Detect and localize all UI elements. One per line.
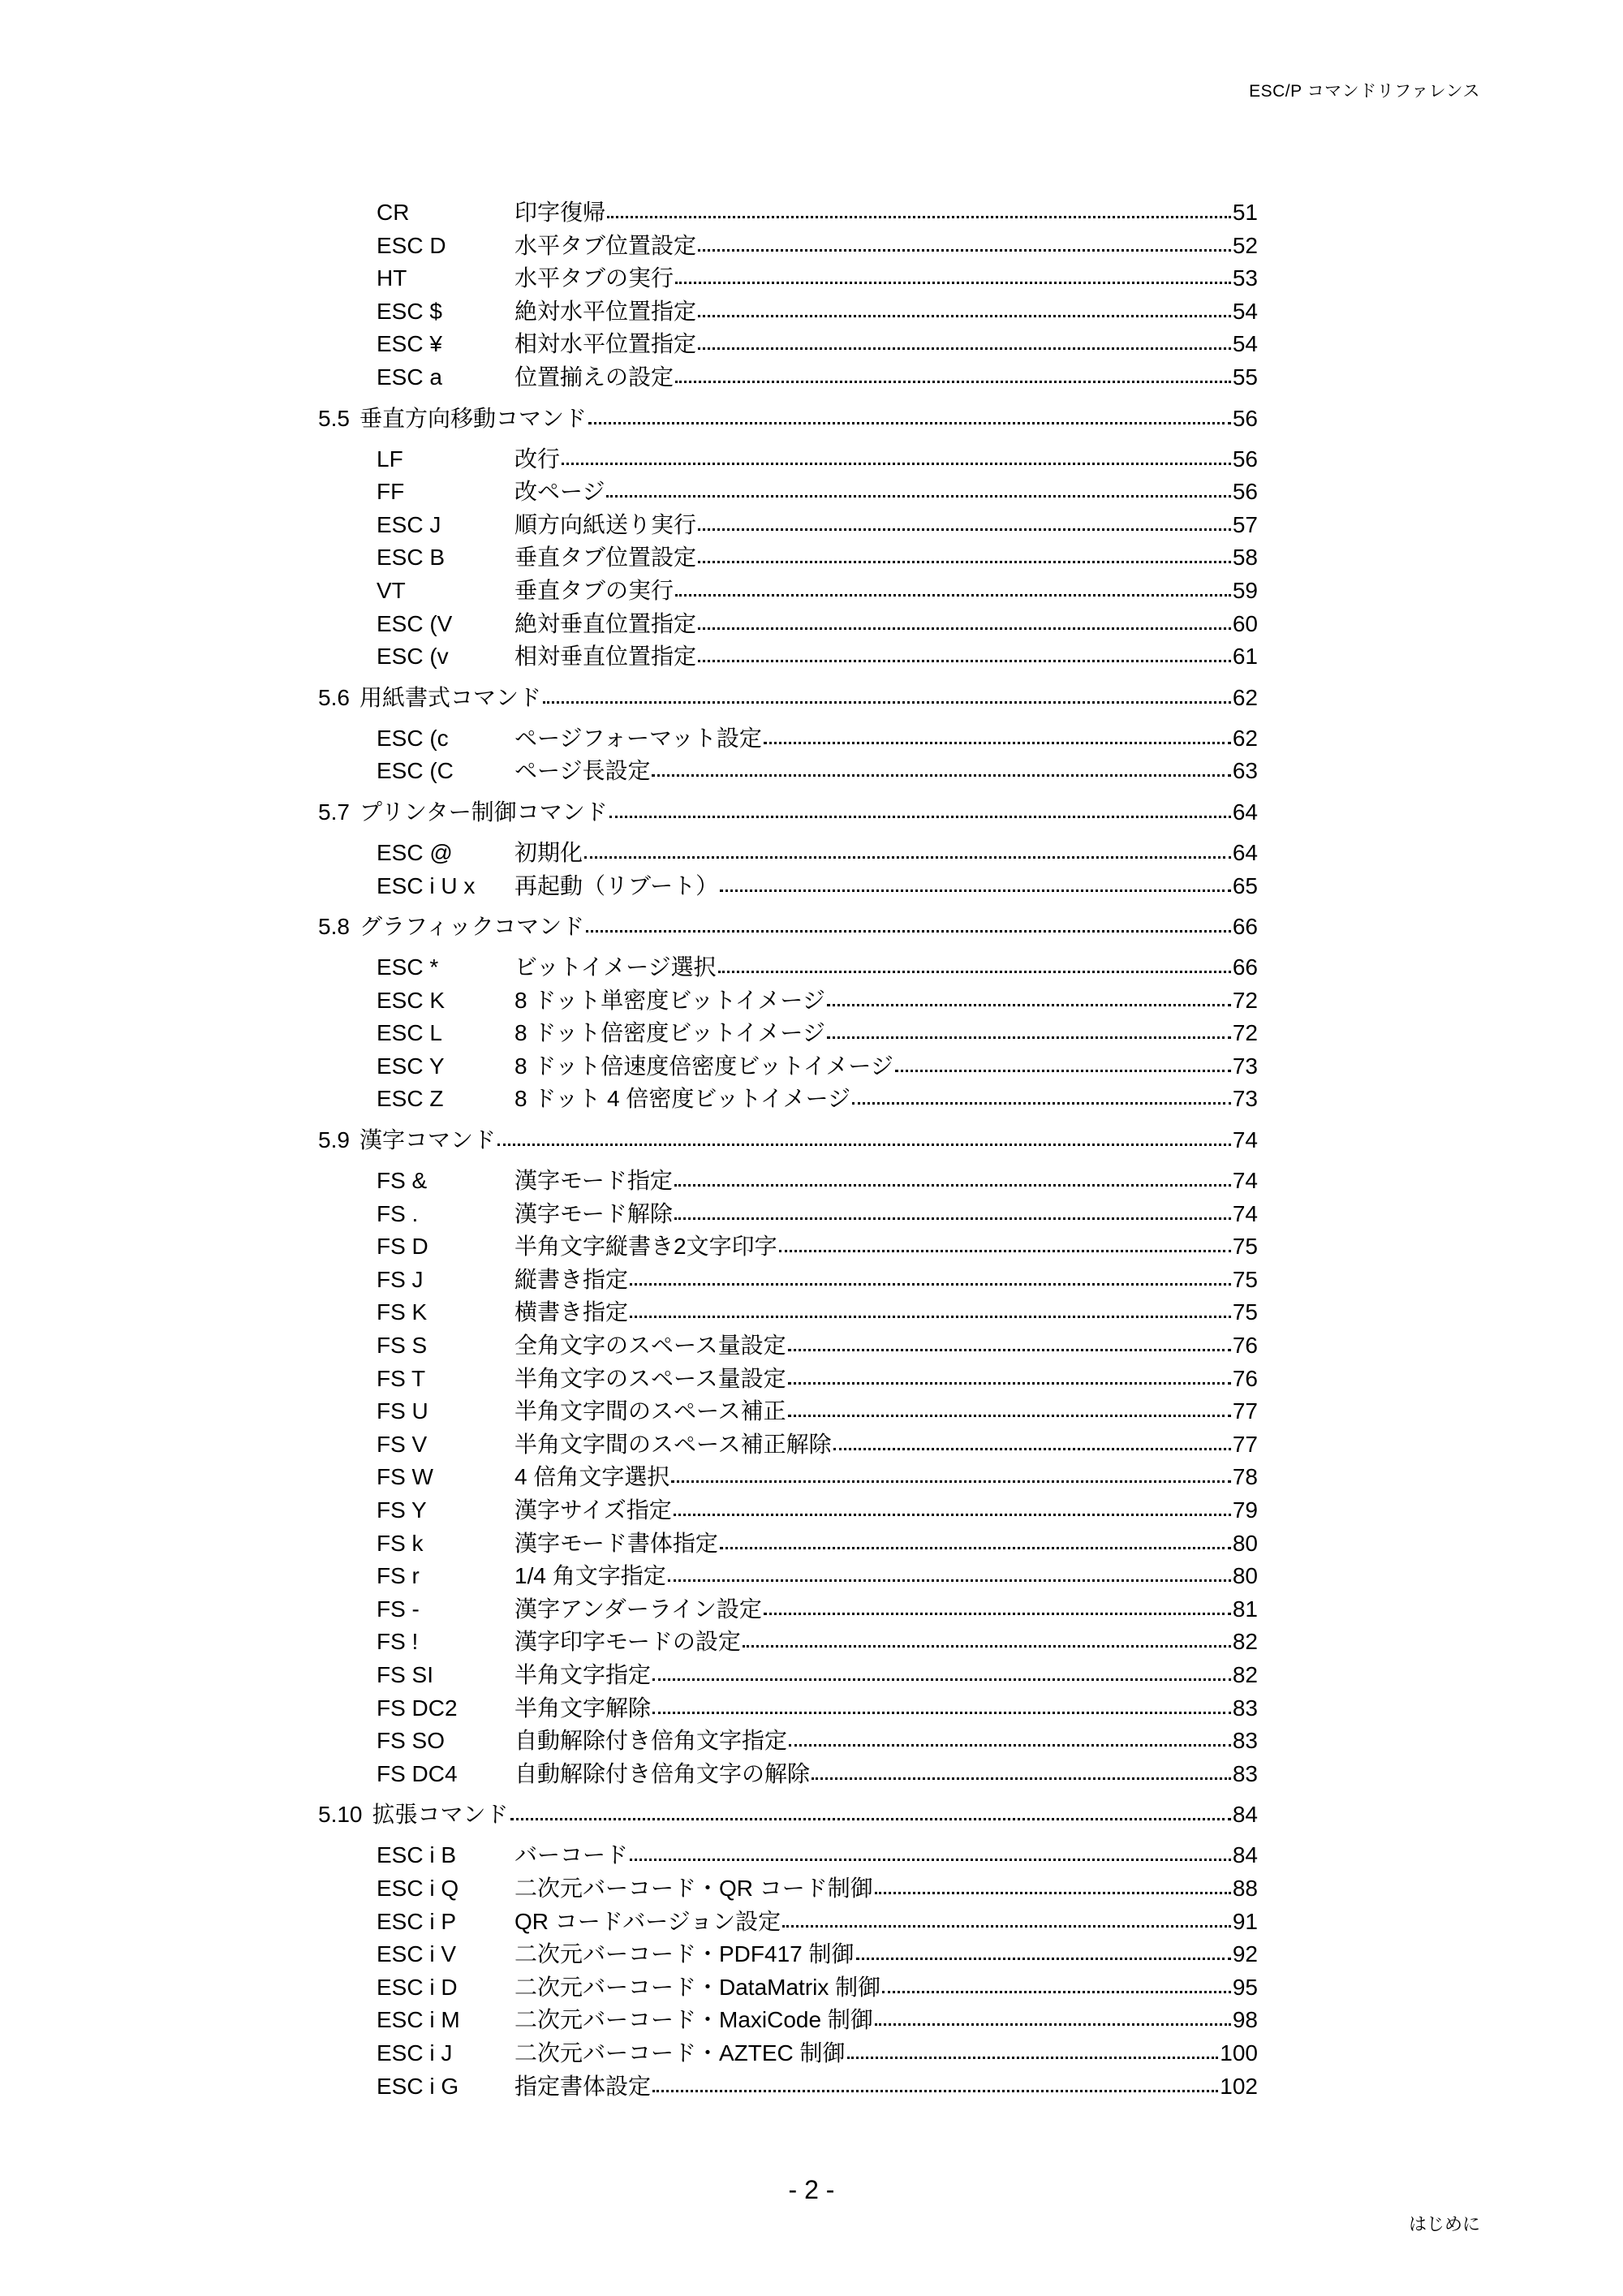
toc-entry-title: 縦書き指定 (514, 1266, 629, 1292)
toc-entry-title: 再起動（リブート） (514, 872, 719, 898)
toc-entry (318, 755, 1258, 788)
toc-command-code: ESC $ (377, 298, 442, 324)
toc-entry-title: 半角文字間のスペース補正 (514, 1398, 786, 1424)
toc-page-number: 81 (1232, 1596, 1258, 1622)
toc-page-number: 92 (1232, 1941, 1258, 1967)
toc-section-number: 5.5 (318, 405, 350, 431)
toc-section-heading (318, 1124, 1258, 1157)
toc-command-code: FS D (377, 1234, 428, 1260)
toc-page-number: 80 (1232, 1563, 1258, 1589)
dot-leader (652, 1704, 1231, 1714)
toc-entry (318, 1083, 1258, 1116)
toc-command-code: ESC i V (377, 1941, 457, 1967)
dot-leader (497, 1135, 1231, 1146)
toc-entry (318, 1938, 1258, 1971)
dot-leader (588, 414, 1231, 424)
toc-page-number: 83 (1232, 1760, 1258, 1786)
dot-leader (698, 307, 1231, 317)
toc-entry-title: 半角文字指定 (514, 1661, 652, 1687)
toc-page-number: 76 (1232, 1365, 1258, 1391)
toc-entry (318, 1839, 1258, 1872)
toc-entry (318, 541, 1258, 575)
page-number: - 2 - (788, 2175, 835, 2204)
toc-entry (318, 1626, 1258, 1659)
toc-command-code: LF (377, 446, 403, 472)
toc-command-code: FS T (377, 1365, 426, 1391)
toc-command-code: ESC i Q (377, 1875, 459, 1901)
toc-section-heading (318, 1798, 1258, 1831)
toc-entry-title: 漢字印字モードの設定 (514, 1629, 741, 1655)
toc-entry-title: 漢字モード解除 (514, 1200, 673, 1226)
dot-leader (698, 241, 1231, 252)
dot-leader (674, 1176, 1231, 1187)
toc-entry (318, 608, 1258, 641)
toc-command-code: ESC i P (377, 1908, 457, 1934)
dot-leader (609, 808, 1231, 818)
toc-section-title: プリンター制御コマンド (359, 799, 608, 825)
toc-entry-title: 二次元バーコード・AZTEC 制御 (514, 2040, 846, 2066)
toc-page-number: 102 (1220, 2073, 1258, 2099)
toc-page-number: 66 (1232, 914, 1258, 940)
toc-page-number: 76 (1232, 1333, 1258, 1359)
dot-leader (543, 693, 1231, 704)
toc-entry-title: 4 倍角文字選択 (514, 1464, 670, 1490)
toc-command-code: ESC * (377, 954, 439, 980)
toc-command-code: FS SO (377, 1728, 446, 1754)
toc-entry-title: ページ長設定 (514, 758, 651, 784)
toc-entry (318, 1296, 1258, 1329)
dot-leader (895, 1062, 1231, 1072)
toc-page-number: 77 (1232, 1398, 1258, 1424)
dot-leader (675, 586, 1231, 597)
dot-leader (698, 619, 1231, 630)
dot-leader (674, 1506, 1231, 1516)
toc-entry (318, 1527, 1258, 1561)
toc-command-code: FS DC2 (377, 1695, 458, 1721)
toc-page-number: 57 (1232, 511, 1258, 537)
toc-entry (318, 984, 1258, 1018)
toc-command-code: ESC (v (377, 644, 449, 670)
toc-page-number: 62 (1232, 725, 1258, 751)
toc-page-number: 72 (1232, 1020, 1258, 1046)
dot-leader (584, 848, 1231, 859)
toc-page-number: 95 (1232, 1974, 1258, 2000)
toc-entry (318, 1428, 1258, 1462)
toc-command-code: ESC i B (377, 1842, 457, 1868)
toc-command-code: ESC i M (377, 2007, 460, 2033)
toc-entry-title: 8 ドット倍密度ビットイメージ (514, 1020, 825, 1046)
toc-command-code: ESC D (377, 232, 446, 258)
toc-command-code: FS & (377, 1168, 428, 1194)
toc-command-code: CR (377, 200, 410, 225)
toc-section-number: 5.8 (318, 914, 350, 940)
toc-entry-title: 漢字モード指定 (514, 1168, 673, 1194)
toc-section-number: 5.9 (318, 1127, 350, 1153)
toc-page-number: 60 (1232, 610, 1258, 636)
dot-leader (630, 1275, 1231, 1286)
toc-section-number: 5.6 (318, 684, 350, 710)
toc-command-code: ESC i D (377, 1974, 458, 2000)
toc-command-code: HT (377, 265, 407, 291)
toc-command-code: ESC @ (377, 839, 453, 865)
toc-section-heading (318, 911, 1258, 943)
toc-entry-title: 初期化 (514, 839, 583, 865)
toc-command-code: FS U (377, 1398, 428, 1424)
dot-leader (675, 274, 1231, 284)
toc-entry (318, 295, 1258, 329)
toc-entry-title: 改行 (514, 446, 561, 472)
toc-page-number: 54 (1232, 331, 1258, 357)
toc-section-number: 5.7 (318, 799, 350, 825)
toc-entry-title: 1/4 角文字指定 (514, 1563, 666, 1589)
dot-leader (789, 1736, 1231, 1747)
toc-entry (318, 1329, 1258, 1363)
toc-command-code: FS k (377, 1530, 424, 1556)
toc-section-title: 拡張コマンド (372, 1802, 509, 1828)
toc-command-code: ESC (C (377, 758, 454, 784)
toc-page-number: 83 (1232, 1695, 1258, 1721)
toc-entry-title: 相対垂直位置指定 (514, 644, 697, 670)
toc-entry-title: 相対水平位置指定 (514, 331, 697, 357)
toc-command-code: ESC a (377, 364, 442, 390)
toc-page-number: 72 (1232, 987, 1258, 1013)
toc-page-number: 56 (1232, 446, 1258, 472)
toc-page-number: 73 (1232, 1086, 1258, 1112)
toc-page-number: 82 (1232, 1629, 1258, 1655)
toc-entry (318, 2037, 1258, 2070)
toc-command-code: FS J (377, 1266, 424, 1292)
dot-leader (698, 553, 1231, 563)
toc-section-title: 漢字コマンド (359, 1127, 496, 1153)
toc-page-number: 75 (1232, 1299, 1258, 1325)
toc-entry-title: バーコード (514, 1842, 629, 1868)
toc-page-number: 65 (1232, 872, 1258, 898)
toc-command-code: VT (377, 577, 406, 603)
dot-leader (718, 963, 1231, 973)
toc-command-code: FS W (377, 1464, 433, 1490)
toc-entry-title: 二次元バーコード・DataMatrix 制御 (514, 1974, 881, 2000)
toc-entry (318, 1906, 1258, 1939)
toc-entry-title: 垂直タブ位置設定 (514, 545, 697, 571)
toc-entry (318, 837, 1258, 870)
toc-page-number: 98 (1232, 2007, 1258, 2033)
toc-entry-title: 垂直タブの実行 (514, 577, 674, 603)
toc-page-number: 100 (1220, 2040, 1258, 2066)
toc-page-number: 91 (1232, 1908, 1258, 1934)
dot-leader (671, 1472, 1230, 1483)
toc-entry-title: 二次元バーコード・PDF417 制御 (514, 1941, 855, 1967)
toc-entry (318, 1461, 1258, 1494)
toc-command-code: ESC i G (377, 2073, 459, 2099)
dot-leader (852, 1094, 1231, 1105)
toc-entry-title: 8 ドット 4 倍密度ビットイメージ (514, 1086, 851, 1112)
toc-command-code: ESC J (377, 511, 441, 537)
toc-entry (318, 1659, 1258, 1692)
toc-section-heading (318, 403, 1258, 435)
toc-entry (318, 1494, 1258, 1527)
toc-command-code: ESC Y (377, 1053, 445, 1079)
dot-leader (652, 2082, 1218, 2092)
dot-leader (882, 1983, 1231, 1993)
toc-entry (318, 476, 1258, 509)
toc-command-code: ESC (c (377, 725, 449, 751)
toc-entry-title: 改ページ (514, 479, 605, 505)
toc-entry-title: 順方向紙送り実行 (514, 511, 697, 537)
toc-page-number: 55 (1232, 364, 1258, 390)
dot-leader (856, 1949, 1231, 1960)
dot-leader (788, 1374, 1231, 1385)
running-header: ESC/P コマンドリファレンス (1249, 82, 1480, 101)
toc-page-number: 79 (1232, 1497, 1258, 1523)
toc-command-code: FS K (377, 1299, 428, 1325)
toc-command-code: FS S (377, 1333, 428, 1359)
toc-entry-title: 全角文字のスペース量設定 (514, 1333, 786, 1359)
dot-leader (764, 734, 1231, 744)
toc-entry (318, 1971, 1258, 2005)
dot-leader (875, 1884, 1231, 1894)
toc-entry (318, 870, 1258, 903)
toc-entry (318, 509, 1258, 542)
dot-leader (782, 1917, 1231, 1928)
toc-entry-title: 漢字サイズ指定 (514, 1497, 672, 1523)
dot-leader (788, 1406, 1231, 1417)
toc-command-code: FF (377, 479, 405, 505)
toc-page-number: 54 (1232, 298, 1258, 324)
toc-entry-title: 自動解除付き倍角文字の解除 (514, 1760, 811, 1786)
toc-page-number: 62 (1232, 684, 1258, 710)
toc-command-code: ESC i U x (377, 872, 476, 898)
dot-leader (607, 208, 1231, 218)
toc-entry-title: ページフォーマット設定 (514, 725, 762, 751)
toc-entry-title: ビットイメージ選択 (514, 954, 717, 980)
dot-leader (827, 1028, 1231, 1039)
toc-entry (318, 1395, 1258, 1428)
toc-entry-title: 横書き指定 (514, 1299, 629, 1325)
toc-entry-title: 半角文字のスペース量設定 (514, 1365, 786, 1391)
dot-leader (847, 2048, 1219, 2059)
toc-entry-title: QR コードバージョン設定 (514, 1908, 781, 1934)
toc-entry-title: 印字復帰 (514, 200, 606, 225)
toc-section-title: 垂直方向移動コマンド (359, 405, 587, 431)
toc-command-code: FS ! (377, 1629, 419, 1655)
toc-entry-title: 指定書体設定 (514, 2073, 652, 2099)
toc-entry (318, 443, 1258, 476)
dot-leader (875, 2015, 1231, 2026)
toc-command-code: FS DC4 (377, 1760, 458, 1786)
dot-leader (698, 520, 1231, 531)
toc-entry-title: 水平タブの実行 (514, 265, 674, 291)
toc-section-title: グラフィックコマンド (359, 914, 585, 940)
toc-entry (318, 1198, 1258, 1231)
dot-leader (720, 881, 1231, 892)
dot-leader (698, 652, 1231, 662)
toc-page-number: 78 (1232, 1464, 1258, 1490)
toc-page-number: 58 (1232, 545, 1258, 571)
toc-page-number: 74 (1232, 1200, 1258, 1226)
toc-section-heading (318, 682, 1258, 714)
toc-entry (318, 262, 1258, 295)
dot-leader (788, 1341, 1231, 1351)
toc-page-number: 56 (1232, 479, 1258, 505)
toc-page-number: 53 (1232, 265, 1258, 291)
toc-entry (318, 2004, 1258, 2037)
toc-entry-title: 絶対水平位置指定 (514, 298, 697, 324)
toc-page-number: 52 (1232, 232, 1258, 258)
toc-entry-title: 二次元バーコード・QR コード制御 (514, 1875, 873, 1901)
toc-page-number: 61 (1232, 644, 1258, 670)
dot-leader (743, 1637, 1231, 1648)
toc-command-code: ESC K (377, 987, 446, 1013)
toc-page-number: 74 (1232, 1168, 1258, 1194)
toc-entry (318, 1560, 1258, 1593)
toc-entry (318, 361, 1258, 394)
toc-entry (318, 722, 1258, 756)
dot-leader (833, 1440, 1231, 1450)
dot-leader (630, 1307, 1231, 1318)
toc-page-number: 84 (1232, 1802, 1258, 1828)
toc-entry (318, 2070, 1258, 2104)
toc-command-code: FS . (377, 1200, 419, 1226)
toc-command-code: ESC B (377, 545, 446, 571)
toc-entry (318, 1230, 1258, 1264)
toc-entry-title: 8 ドット単密度ビットイメージ (514, 987, 825, 1013)
toc-page-number: 63 (1232, 758, 1258, 784)
toc-page-number: 51 (1232, 200, 1258, 225)
toc-entry (318, 1725, 1258, 1758)
toc-command-code: FS Y (377, 1497, 427, 1523)
toc-page-number: 74 (1232, 1127, 1258, 1153)
dot-leader (652, 766, 1230, 777)
toc-command-code: FS SI (377, 1661, 434, 1687)
toc-entry (318, 1264, 1258, 1297)
toc-entry-title: 8 ドット倍速度倍密度ビットイメージ (514, 1053, 893, 1079)
toc-entry-title: 半角文字縦書き2文字印字 (514, 1234, 777, 1260)
toc-entry (318, 1363, 1258, 1396)
dot-leader (827, 996, 1231, 1006)
toc-command-code: ESC i J (377, 2040, 453, 2066)
toc-command-code: FS - (377, 1596, 420, 1622)
dot-leader (812, 1769, 1231, 1780)
toc-entry-title: 半角文字解除 (514, 1695, 652, 1721)
dot-leader (779, 1242, 1231, 1252)
toc-section-heading (318, 796, 1258, 829)
toc-entry (318, 1017, 1258, 1050)
toc-section-number: 5.10 (318, 1802, 363, 1828)
toc-command-code: ESC Z (377, 1086, 444, 1112)
dot-leader (675, 373, 1231, 383)
toc-entry (318, 1872, 1258, 1906)
toc-entry (318, 1593, 1258, 1626)
table-of-contents (318, 196, 1258, 2103)
toc-entry (318, 1050, 1258, 1083)
dot-leader (674, 1209, 1231, 1220)
toc-page-number: 77 (1232, 1431, 1258, 1457)
toc-command-code: ESC ¥ (377, 331, 442, 357)
toc-entry (318, 951, 1258, 984)
toc-section-title: 用紙書式コマンド (359, 684, 541, 710)
toc-entry-title: 自動解除付き倍角文字指定 (514, 1728, 788, 1754)
dot-leader (606, 487, 1230, 498)
dot-leader (720, 1539, 1231, 1549)
dot-leader (764, 1605, 1231, 1615)
toc-entry (318, 1758, 1258, 1791)
toc-entry (318, 196, 1258, 230)
toc-page-number: 56 (1232, 405, 1258, 431)
toc-command-code: ESC (V (377, 610, 453, 636)
toc-page-number: 83 (1232, 1728, 1258, 1754)
toc-page-number: 73 (1232, 1053, 1258, 1079)
dot-leader (698, 339, 1231, 350)
toc-page-number: 88 (1232, 1875, 1258, 1901)
toc-page-number: 75 (1232, 1266, 1258, 1292)
dot-leader (668, 1571, 1231, 1582)
toc-page-number: 59 (1232, 577, 1258, 603)
toc-command-code: ESC L (377, 1020, 442, 1046)
toc-command-code: FS V (377, 1431, 428, 1457)
toc-entry (318, 1165, 1258, 1198)
toc-entry (318, 640, 1258, 674)
toc-entry-title: 二次元バーコード・MaxiCode 制御 (514, 2007, 873, 2033)
toc-entry-title: 漢字モード書体指定 (514, 1530, 718, 1556)
toc-entry-title: 位置揃えの設定 (514, 364, 674, 390)
dot-leader (630, 1850, 1231, 1861)
toc-entry (318, 1692, 1258, 1725)
toc-entry (318, 328, 1258, 361)
toc-command-code: FS r (377, 1563, 420, 1589)
dot-leader (586, 922, 1231, 933)
toc-page-number: 64 (1232, 839, 1258, 865)
toc-page-number: 66 (1232, 954, 1258, 980)
toc-page-number: 82 (1232, 1661, 1258, 1687)
toc-entry (318, 575, 1258, 608)
toc-page-number: 84 (1232, 1842, 1258, 1868)
toc-entry-title: 半角文字間のスペース補正解除 (514, 1431, 832, 1457)
toc-entry-title: 水平タブ位置設定 (514, 232, 697, 258)
toc-page-number: 75 (1232, 1234, 1258, 1260)
dot-leader (562, 454, 1231, 465)
toc-page-number: 80 (1232, 1530, 1258, 1556)
toc-entry (318, 230, 1258, 263)
dot-leader (510, 1810, 1231, 1820)
toc-page-number: 64 (1232, 799, 1258, 825)
dot-leader (652, 1670, 1231, 1681)
running-footer: はじめに (1408, 2214, 1480, 2234)
toc-entry-title: 絶対垂直位置指定 (514, 610, 697, 636)
toc-entry-title: 漢字アンダーライン設定 (514, 1596, 762, 1622)
